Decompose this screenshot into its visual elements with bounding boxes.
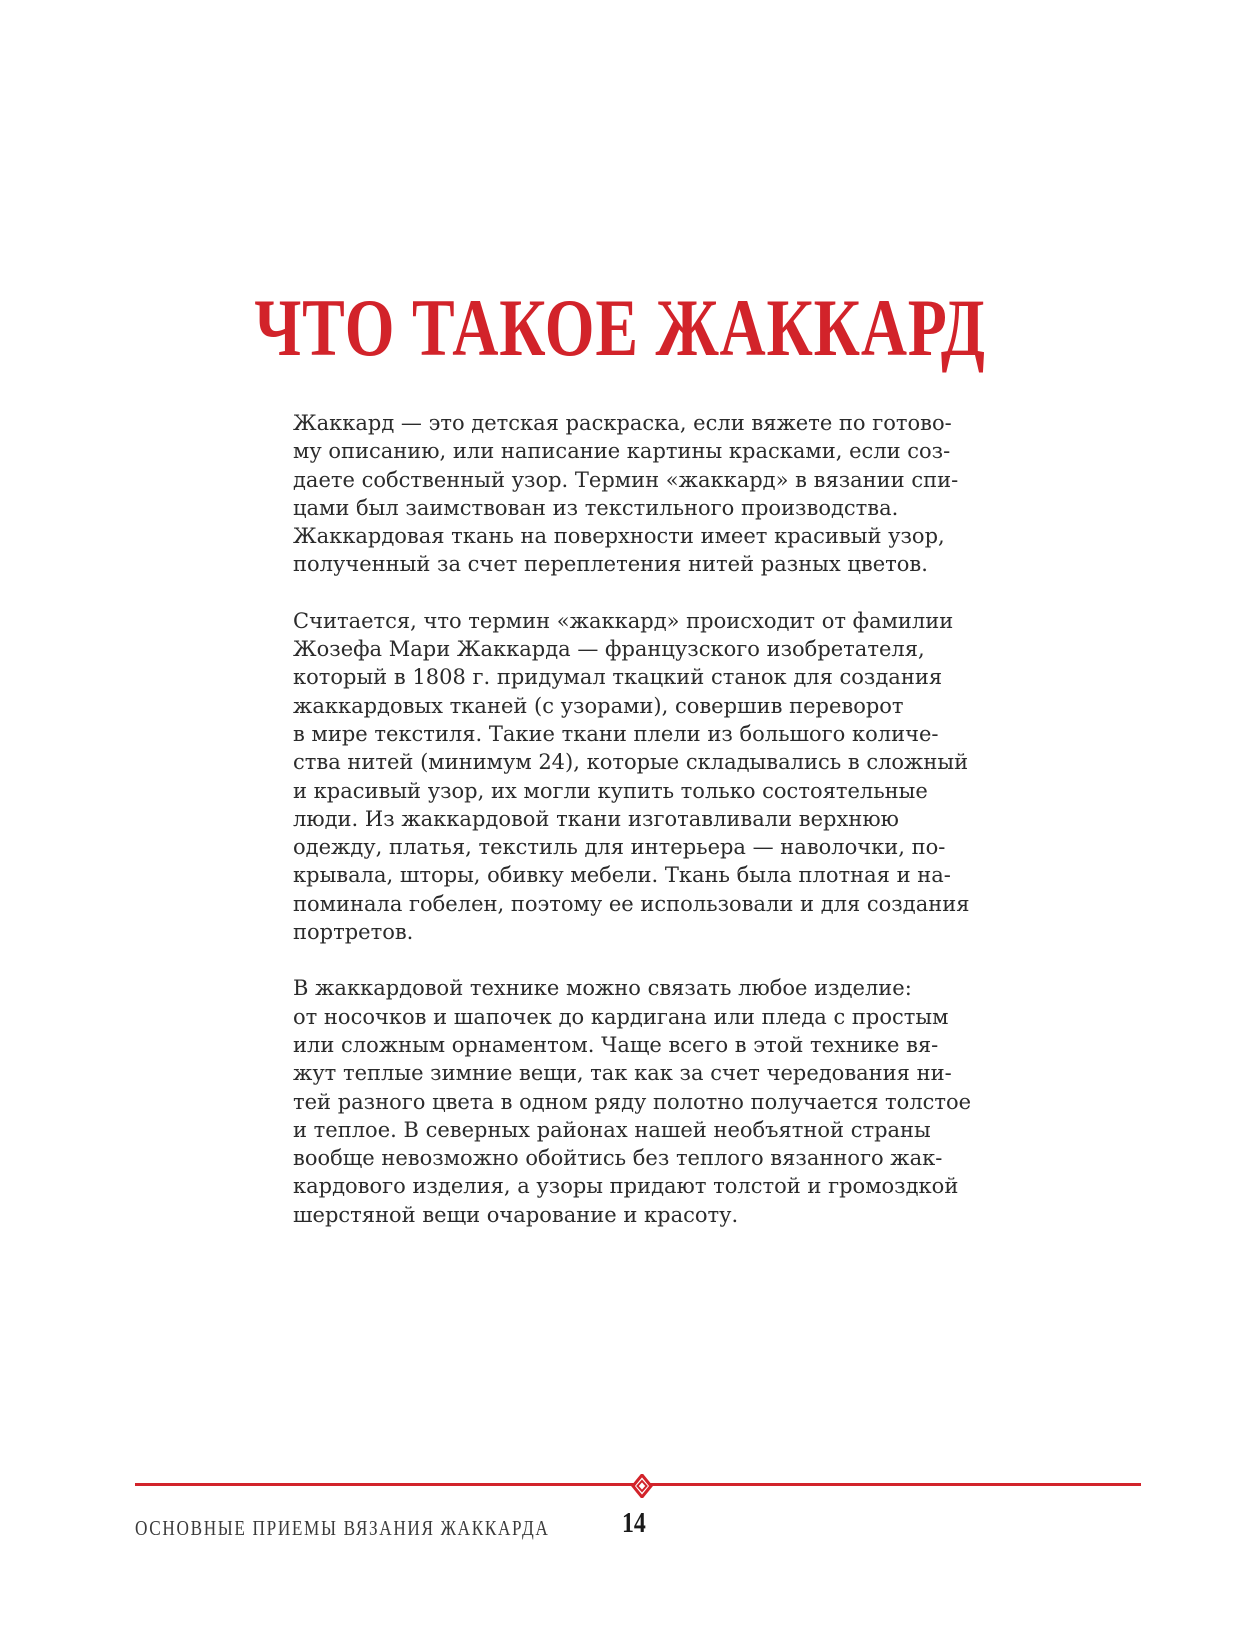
text-line: тей разного цвета в одном ряду полотно получается толстое	[293, 1089, 972, 1114]
page-title: ЧТО ТАКОЕ ЖАККАРД	[254, 282, 986, 373]
text-line: му описанию, или написание картины красками, если соз-	[293, 439, 951, 464]
text-line: цами был заимствован из текстильного производства.	[293, 495, 899, 520]
text-line: и красивый узор, их могли купить только состоятельные	[293, 778, 928, 803]
text-line: и теплое. В северных районах нашей необъятной страны	[293, 1117, 931, 1142]
page-number: 14	[622, 1508, 646, 1539]
paragraph-3	[293, 974, 993, 1229]
text-line: от носочков и шапочек до кардигана или пледа с простым	[293, 1004, 949, 1029]
paragraph-2	[293, 607, 993, 947]
text-line: Считается, что термин «жаккард» происходит от фамилии	[293, 608, 954, 633]
text-line: кардового изделия, а узоры придают толстой и громоздкой	[293, 1174, 959, 1199]
text-line: портретов.	[293, 920, 414, 945]
body-text	[293, 409, 993, 1257]
text-line: Жозефа Мари Жаккарда — французского изобретателя,	[293, 637, 925, 662]
diamond-ornament-icon	[631, 1474, 653, 1498]
text-line: полученный за счет переплетения нитей разных цветов.	[293, 552, 928, 577]
text-line: В жаккардовой технике можно связать любое изделие:	[293, 976, 912, 1001]
text-line: жаккардовых тканей (с узорами), совершив переворот	[293, 693, 904, 718]
text-line: даете собственный узор. Термин «жаккард» в вязании спи-	[293, 467, 959, 492]
running-footer-title: ОСНОВНЫЕ ПРИЕМЫ ВЯЗАНИЯ ЖАККАРДА	[135, 1516, 550, 1540]
text-line: ства нитей (минимум 24), которые складывались в сложный	[293, 750, 969, 775]
text-line: который в 1808 г. придумал ткацкий станок для создания	[293, 665, 943, 690]
text-line: поминала гобелен, поэтому ее использовали и для создания	[293, 891, 970, 916]
text-line: вообще невозможно обойтись без теплого вязанного жак-	[293, 1146, 943, 1171]
text-line: жут теплые зимние вещи, так как за счет чередования ни-	[293, 1061, 952, 1086]
text-line: крывала, шторы, обивку мебели. Ткань была плотная и на-	[293, 863, 951, 888]
paragraph-1	[293, 409, 993, 579]
text-line: в мире текстиля. Такие ткани плели из большого количе-	[293, 721, 939, 746]
text-line: Жаккардовая ткань на поверхности имеет красивый узор,	[293, 524, 945, 549]
text-line: одежду, платья, текстиль для интерьера — наволочки, по-	[293, 835, 946, 860]
text-line: Жаккард — это детская раскраска, если вяжете по готово-	[293, 411, 952, 435]
text-line: шерстяной вещи очарование и красоту.	[293, 1202, 739, 1227]
text-line: люди. Из жаккардовой ткани изготавливали верхнюю	[293, 806, 899, 831]
text-line: или сложным орнаментом. Чаще всего в этой технике вя-	[293, 1032, 939, 1057]
